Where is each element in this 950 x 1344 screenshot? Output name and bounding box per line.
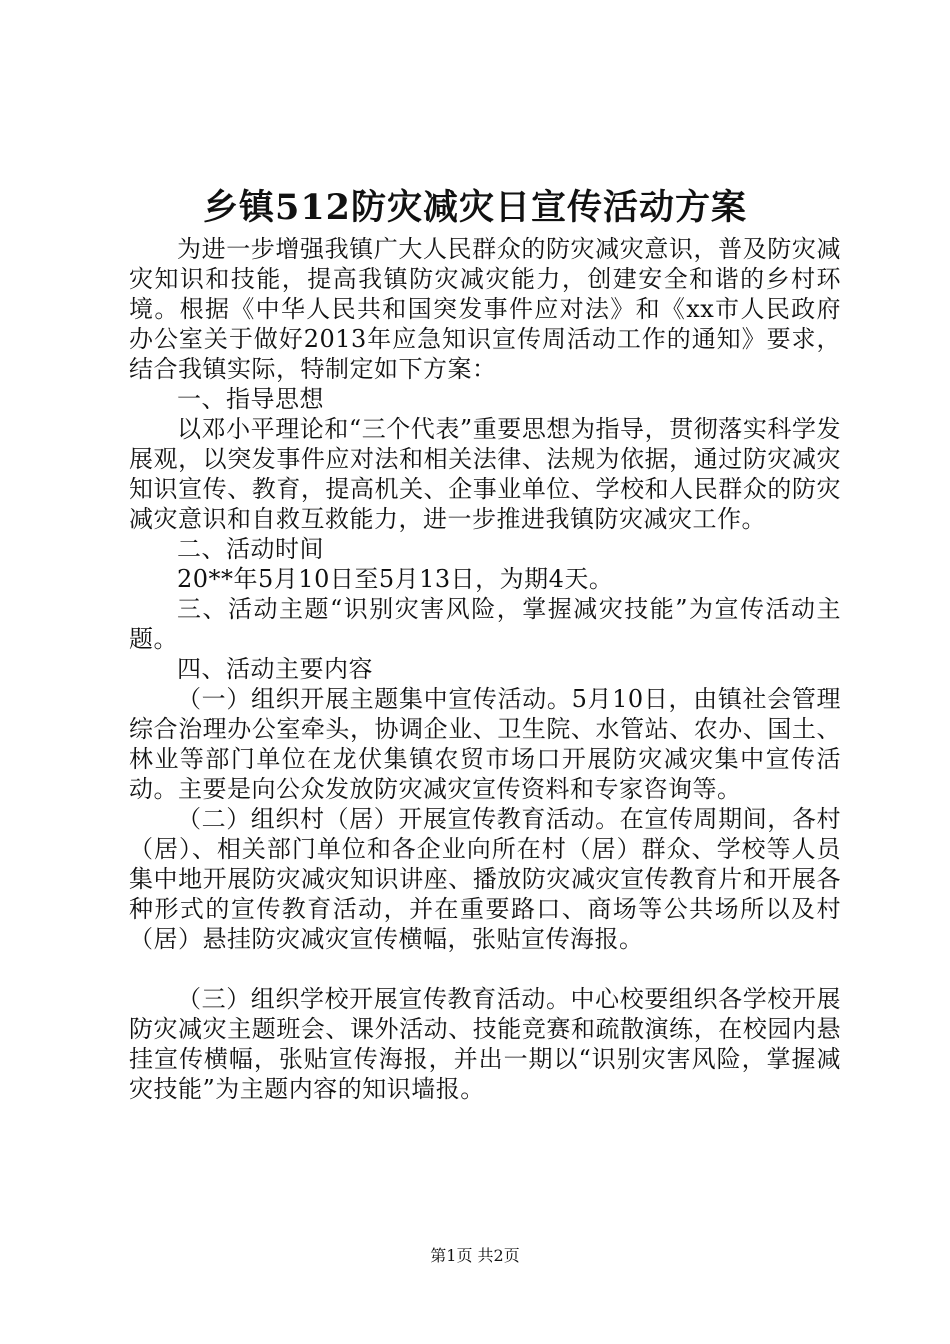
intro-paragraph: 为进一步增强我镇广大人民群众的防灾减灾意识，普及防灾减灾知识和技能，提高我镇防灾减灾能力，创建安全和谐的乡村环境。根据《中华人民共和国突发事件应对法》和《xx市人民政府办公室关于做好2013年应急知识宣传周活动工作的通知》要求，结合我镇实际，特制定如下方案：: [129, 235, 841, 383]
activity-theme-paragraph: 三、活动主题“识别灾害风险，掌握减灾技能”为宣传活动主题。: [129, 595, 841, 653]
activity-time-paragraph: 20**年5月10日至5月13日，为期4天。: [177, 565, 614, 593]
section-heading-main-content: 四、活动主要内容: [177, 655, 373, 683]
content-item-2-paragraph: （二）组织村（居）开展宣传教育活动。在宣传周期间，各村（居）、相关部门单位和各企业向所在村（居）群众、学校等人员集中地开展防灾减灾知识讲座、播放防灾减灾宣传教育片和开展各种形式的宣传教育活动，并在重要路口、商场等公共场所以及村（居）悬挂防灾减灾宣传横幅，张贴宣传海报。: [129, 805, 841, 953]
section-heading-guiding-ideology: 一、指导思想: [177, 385, 324, 413]
document-title: 乡镇512防灾减灾日宣传活动方案: [202, 187, 748, 228]
page-footer: 第1页 共2页: [430, 1246, 520, 1265]
document-body: [129, 234, 841, 1104]
section-heading-activity-time: 二、活动时间: [177, 535, 324, 563]
content-item-1-paragraph: （一）组织开展主题集中宣传活动。5月10日，由镇社会管理综合治理办公室牵头，协调企业、卫生院、水管站、农办、国土、林业等部门单位在龙伏集镇农贸市场口开展防灾减灾集中宣传活动。主要是向公众发放防灾减灾宣传资料和专家咨询等。: [129, 685, 841, 803]
content-item-3-paragraph: （三）组织学校开展宣传教育活动。中心校要组织各学校开展防灾减灾主题班会、课外活动、技能竞赛和疏散演练，在校园内悬挂宣传横幅，张贴宣传海报，并出一期以“识别灾害风险，掌握减灾技能”为主题内容的知识墙报。: [129, 985, 841, 1103]
guiding-ideology-paragraph: 以邓小平理论和“三个代表”重要思想为指导，贯彻落实科学发展观，以突发事件应对法和相关法律、法规为依据，通过防灾减灾知识宣传、教育，提高机关、企事业单位、学校和人民群众的防灾减灾意识和自救互救能力，进一步推进我镇防灾减灾工作。: [129, 415, 841, 533]
